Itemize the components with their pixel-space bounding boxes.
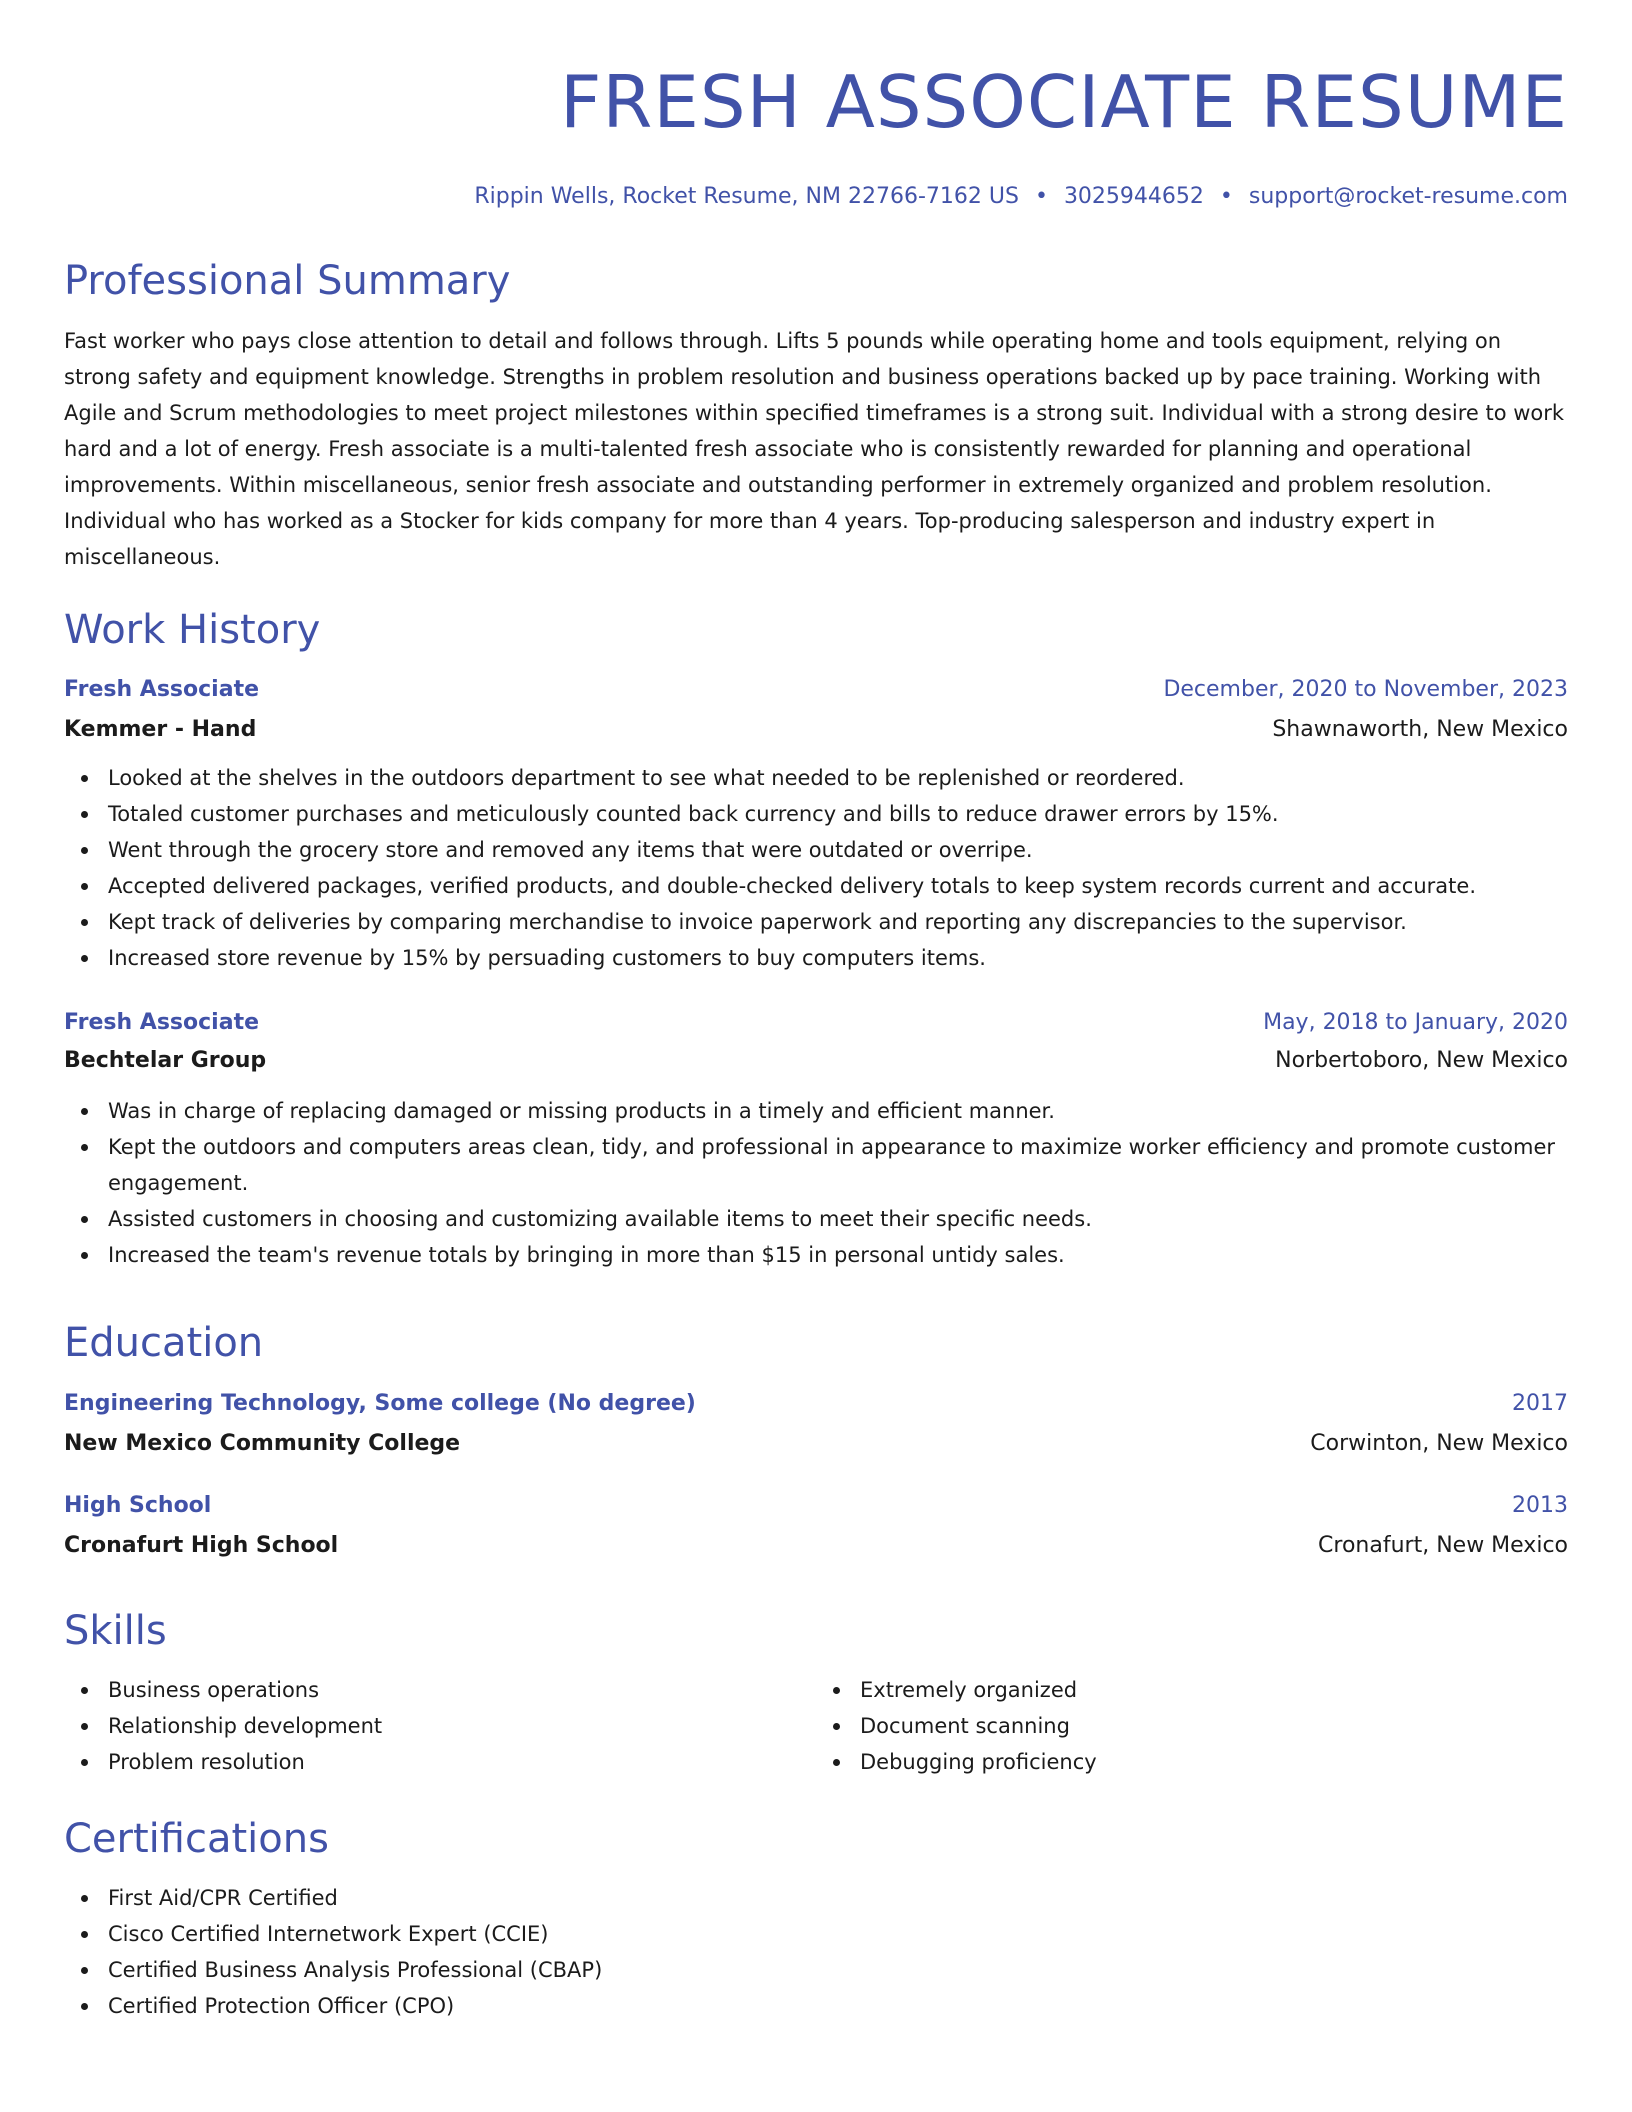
job-header-row <box>64 1007 1568 1039</box>
summary-section <box>64 256 1568 575</box>
education-school-row <box>64 1530 1568 1562</box>
job-title: Fresh Associate <box>64 677 260 702</box>
list-item: Increased the team's revenue totals by bringing in more than $15 in personal untidy sales. <box>108 1237 1568 1273</box>
job-header-row <box>64 674 1568 706</box>
list-item: Business operations <box>108 1672 816 1708</box>
list-item: Cisco Certified Internetwork Expert (CCIE) <box>108 1916 1568 1952</box>
list-item: Increased store revenue by 15% by persuading customers to buy computers items. <box>108 940 1568 976</box>
job-duties-list <box>64 1093 1568 1273</box>
list-item: Certified Business Analysis Professional (CBAP) <box>108 1952 1568 1988</box>
summary-heading: Professional Summary <box>64 258 511 304</box>
list-item: Totaled customer purchases and meticulously counted back currency and bills to reduce drawer errors by 15%. <box>108 796 1568 832</box>
list-item: Kept the outdoors and computers areas clean, tidy, and professional in appearance to maximize worker efficiency and promote customer engagement. <box>108 1129 1568 1201</box>
job-dates: May, 2018 to January, 2020 <box>1263 1010 1568 1035</box>
list-item: Relationship development <box>108 1708 816 1744</box>
education-year: 2017 <box>1512 1391 1568 1416</box>
job-employer-row <box>64 714 1568 746</box>
job-title: Fresh Associate <box>64 1010 260 1035</box>
education-entry <box>64 1490 1568 1562</box>
certifications-list <box>64 1880 1568 2024</box>
job-location: Shawnaworth, New Mexico <box>1272 717 1568 742</box>
education-header-row <box>64 1490 1568 1522</box>
education-section <box>64 1318 1568 1562</box>
education-year: 2013 <box>1512 1493 1568 1518</box>
list-item: Looked at the shelves in the outdoors department to see what needed to be replenished or reordered. <box>108 760 1568 796</box>
job-employer: Kemmer - Hand <box>64 717 257 742</box>
skills-grid <box>64 1672 1568 1780</box>
work-history-section <box>64 605 1568 1273</box>
list-item: Went through the grocery store and removed any items that were outdated or overripe. <box>108 832 1568 868</box>
work-history-heading: Work History <box>64 607 321 653</box>
education-school: New Mexico Community College <box>64 1431 461 1456</box>
skills-list-right <box>816 1672 1568 1780</box>
contact-address: Rippin Wells, Rocket Resume, NM 22766-7162 US <box>474 184 1019 209</box>
contact-line <box>474 182 1568 212</box>
certifications-section <box>64 1814 1568 2024</box>
list-item: First Aid/CPR Certified <box>108 1880 1568 1916</box>
education-degree: Engineering Technology, Some college (No degree) <box>64 1391 696 1416</box>
education-location: Cronafurt, New Mexico <box>1318 1533 1568 1558</box>
skills-section <box>64 1606 1568 1780</box>
resume-title: FRESH ASSOCIATE RESUME <box>559 60 1568 144</box>
education-school-row <box>64 1428 1568 1460</box>
education-degree: High School <box>64 1493 212 1518</box>
skills-list-left <box>64 1672 816 1780</box>
skills-heading: Skills <box>64 1608 167 1654</box>
job-employer-row <box>64 1045 1568 1077</box>
contact-phone: 3025944652 <box>1063 184 1204 209</box>
certifications-heading: Certifications <box>64 1816 329 1862</box>
list-item: Kept track of deliveries by comparing merchandise to invoice paperwork and reporting any discrepancies to the supervisor. <box>108 904 1568 940</box>
list-item: Was in charge of replacing damaged or missing products in a timely and efficient manner. <box>108 1093 1568 1129</box>
job-employer: Bechtelar Group <box>64 1048 267 1073</box>
contact-separator: • <box>1219 184 1233 209</box>
contact-separator: • <box>1034 184 1048 209</box>
list-item: Debugging proficiency <box>860 1744 1568 1780</box>
education-heading: Education <box>64 1320 264 1366</box>
job-entry <box>64 674 1568 976</box>
list-item: Problem resolution <box>108 1744 816 1780</box>
list-item: Extremely organized <box>860 1672 1568 1708</box>
list-item: Document scanning <box>860 1708 1568 1744</box>
list-item: Certified Protection Officer (CPO) <box>108 1988 1568 2024</box>
job-dates: December, 2020 to November, 2023 <box>1163 677 1568 702</box>
job-entry <box>64 1007 1568 1273</box>
education-location: Corwinton, New Mexico <box>1310 1431 1568 1456</box>
contact-email[interactable]: support@rocket-resume.com <box>1248 184 1568 209</box>
job-duties-list <box>64 760 1568 976</box>
list-item: Assisted customers in choosing and customizing available items to meet their specific needs. <box>108 1201 1568 1237</box>
job-location: Norbertoboro, New Mexico <box>1275 1048 1568 1073</box>
education-entry <box>64 1388 1568 1460</box>
summary-text: Fast worker who pays close attention to detail and follows through. Lifts 5 pounds while operating home and tools equipment, relying on strong safety and equipment knowledge. Strengths in problem resolution and business operations backed up by pace training. Working with Agile and Scrum methodologies to meet project milestones within specified timeframes is a strong suit. Individual with a strong desire to work hard and a lot of energy. Fresh associate is a multi-talented fresh associate who is consistently rewarded for planning and operational improvements. Within miscellaneous, senior fresh associate and outstanding performer in extremely organized and problem resolution. Individual who has worked as a Stocker for kids company for more than 4 years. Top-producing salesperson and industry expert in miscellaneous. <box>64 329 1565 569</box>
list-item: Accepted delivered packages, verified products, and double-checked delivery totals to keep system records current and accurate. <box>108 868 1568 904</box>
education-school: Cronafurt High School <box>64 1533 339 1558</box>
education-header-row <box>64 1388 1568 1420</box>
